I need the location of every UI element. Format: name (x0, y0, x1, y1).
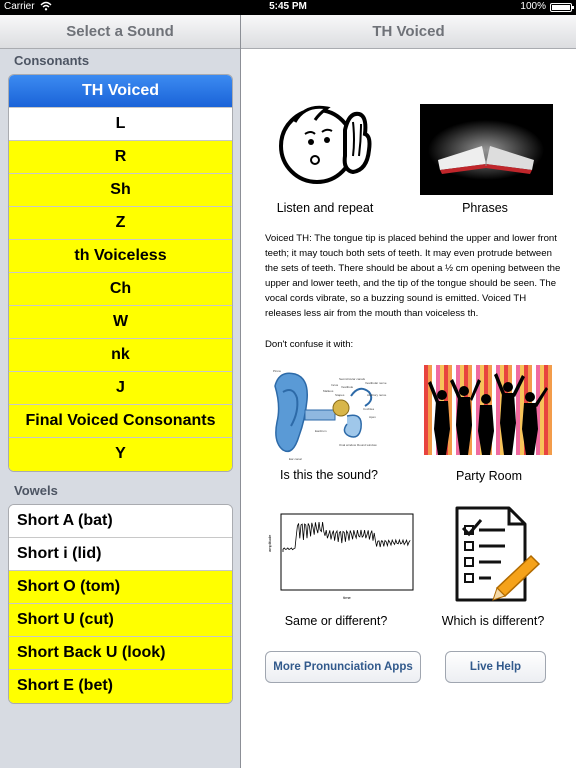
same-different-caption: Same or different? (284, 614, 388, 628)
phrases-tile[interactable] (420, 104, 553, 195)
consonant-row[interactable]: Sh (9, 174, 232, 207)
ear-label: Semicircular canals (339, 377, 366, 381)
waveform-icon (265, 510, 417, 602)
sidebar-title: Select a Sound (0, 15, 240, 49)
sound-list-pane (0, 15, 240, 768)
ear-diagram-tile[interactable] (269, 366, 389, 466)
consonants-header: Consonants (14, 53, 90, 68)
consonant-row[interactable]: Y (9, 438, 232, 471)
is-this-sound-caption: Is this the sound? (280, 468, 378, 482)
vowel-row[interactable]: Short i (lid) (9, 538, 232, 571)
vowel-row[interactable]: Short U (cut) (9, 604, 232, 637)
ear-label: Apex (369, 415, 376, 419)
consonant-row[interactable]: J (9, 372, 232, 405)
detail-pane (241, 15, 576, 768)
carrier-label: Carrier (4, 1, 35, 12)
ear-label: Vestibule (341, 385, 354, 389)
detail-title: TH Voiced (241, 15, 576, 49)
party-dancers-icon (424, 365, 552, 455)
party-room-tile[interactable] (424, 365, 552, 455)
status-bar (0, 0, 576, 15)
listen-repeat-tile[interactable] (275, 100, 375, 190)
phrases-caption: Phrases (462, 201, 508, 215)
more-pronunciation-apps-button[interactable]: More Pronunciation Apps (265, 651, 421, 683)
vowel-row[interactable]: Short Back U (look) (9, 637, 232, 670)
ear-label: Vestibular nerve (365, 381, 387, 385)
ear-label: Pinna (273, 369, 281, 373)
waveform-ylabel: amplitude (267, 534, 272, 552)
consonant-row[interactable]: Ch (9, 273, 232, 306)
checklist-pencil-icon (451, 504, 541, 604)
ear-label: Eardrum (315, 429, 327, 433)
ear-diagram-icon (269, 366, 389, 466)
ear-label: Cochlea (363, 407, 375, 411)
ear-label: Stapes (335, 393, 345, 397)
consonant-list (8, 74, 233, 472)
listening-face-icon (275, 100, 375, 190)
consonant-row[interactable]: nk (9, 339, 232, 372)
vowels-header: Vowels (14, 483, 58, 498)
ear-label: Malleus (323, 389, 334, 393)
vowel-row[interactable]: Short E (bet) (9, 670, 232, 703)
consonant-row[interactable]: Z (9, 207, 232, 240)
waveform-xlabel: time (343, 595, 351, 600)
party-room-caption: Party Room (456, 469, 522, 483)
confuse-label: Don't confuse it with: (265, 339, 354, 350)
consonant-row[interactable]: TH Voiced (9, 75, 232, 108)
live-help-button[interactable]: Live Help (445, 651, 546, 683)
battery-percent: 100% (520, 1, 546, 12)
ear-label: Incus (331, 383, 339, 387)
vowel-row[interactable]: Short O (tom) (9, 571, 232, 604)
consonant-row[interactable]: R (9, 141, 232, 174)
consonant-row[interactable]: W (9, 306, 232, 339)
consonant-row[interactable]: Final Voiced Consonants (9, 405, 232, 438)
which-different-caption: Which is different? (441, 614, 545, 628)
sound-description: Voiced TH: The tongue tip is placed behind the upper and lower front teeth; it may touch both sets of teeth. It may even protrude between the sets of teeth. There should be about a ½ cm opening between the upper and lower teeth, and the tip of the tongue should be seen. The vocal cords vibrate, so a buzzing sound is emitted. Voiced TH releases less air from the mouth than voiceless th. (265, 233, 561, 319)
vowel-row[interactable]: Short A (bat) (9, 505, 232, 538)
same-different-tile[interactable] (265, 510, 417, 602)
which-different-tile[interactable] (451, 504, 541, 604)
vowel-list (8, 504, 233, 704)
ear-label: Auditory nerve (367, 393, 387, 397)
open-book-icon (420, 104, 553, 195)
ear-label: Round window (357, 443, 377, 447)
consonant-row[interactable]: L (9, 108, 232, 141)
battery-icon (550, 3, 572, 12)
consonant-row[interactable]: th Voiceless (9, 240, 232, 273)
clock: 5:45 PM (269, 1, 307, 12)
listen-repeat-caption: Listen and repeat (276, 201, 374, 215)
ear-label: Oval window (339, 443, 357, 447)
ear-label: Ear canal (289, 457, 302, 461)
